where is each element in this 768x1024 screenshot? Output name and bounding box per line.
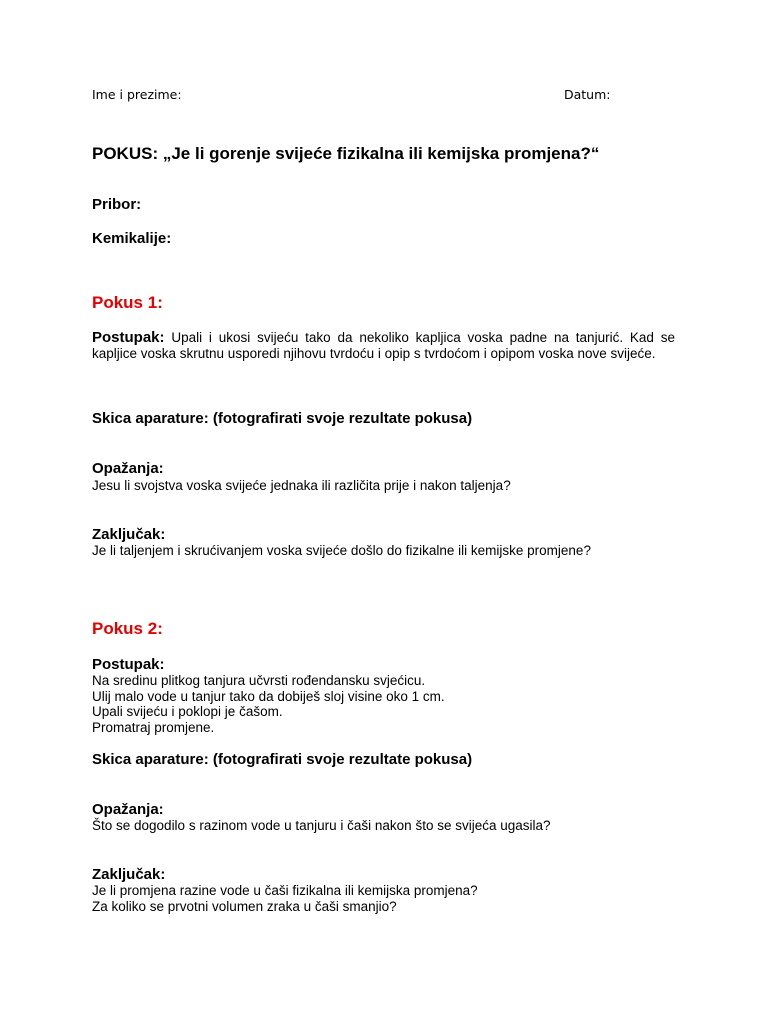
experiment1-procedure-text: Upali i ukosi svijeću tako da nekoliko kapljica voska padne na tanjurić. Kad se kapljice voska skrutnu usporedi njihovu tvrdoću i opip s tvrdoćom i opipom voska nove svijeće.	[92, 330, 675, 361]
experiment1-sketch-label: Skica aparature: (fotografirati svoje rezultate pokusa)	[92, 410, 473, 427]
name-label: Ime i prezime:	[92, 87, 182, 102]
experiment1-conclusion-label: Zaključak:	[92, 526, 166, 543]
experiment2-procedure-steps	[92, 673, 445, 735]
experiment2-conclusion-label: Zaključak:	[92, 866, 166, 883]
experiment1-conclusion-text: Je li taljenjem i skrućivanjem voska svijeće došlo do fizikalne ili kemijske promjene?	[92, 543, 591, 558]
conclusion-question: Za koliko se prvotni volumen zraka u čaši smanjio?	[92, 898, 397, 914]
procedure-step: Upali svijeću i poklopi je čašom.	[92, 704, 283, 719]
date-label: Datum:	[564, 87, 611, 102]
page-title: POKUS: „Je li gorenje svijeće fizikalna ili kemijska promjena?“	[92, 144, 600, 163]
experiment2-conclusion-lines	[92, 883, 478, 914]
procedure-step: Ulij malo vode u tanjur tako da dobiješ sloj visine oko 1 cm.	[92, 688, 445, 704]
experiment2-observations-label: Opažanja:	[92, 801, 164, 818]
experiment2-sketch-label: Skica aparature: (fotografirati svoje rezultate pokusa)	[92, 751, 473, 768]
pribor-label: Pribor:	[92, 196, 142, 213]
experiment2-observations-text: Što se dogodilo s razinom vode u tanjuru i čaši nakon što se svijeća ugasila?	[92, 818, 551, 833]
experiment1-observations-label: Opažanja:	[92, 460, 164, 477]
experiment1-procedure	[92, 330, 675, 361]
procedure-step: Promatraj promjene.	[92, 719, 215, 735]
kemikalije-label: Kemikalije:	[92, 230, 172, 247]
experiment2-procedure-label: Postupak:	[92, 656, 165, 673]
experiment1-procedure-label: Postupak:	[92, 329, 165, 346]
conclusion-question: Je li promjena razine vode u čaši fizikalna ili kemijska promjena?	[92, 883, 478, 898]
procedure-step: Na sredinu plitkog tanjura učvrsti rođendansku svjećicu.	[92, 673, 426, 688]
experiment1-heading: Pokus 1:	[92, 293, 163, 312]
experiment2-heading: Pokus 2:	[92, 619, 163, 638]
experiment1-observations-text: Jesu li svojstva voska svijeće jednaka ili različita prije i nakon taljenja?	[92, 478, 511, 493]
